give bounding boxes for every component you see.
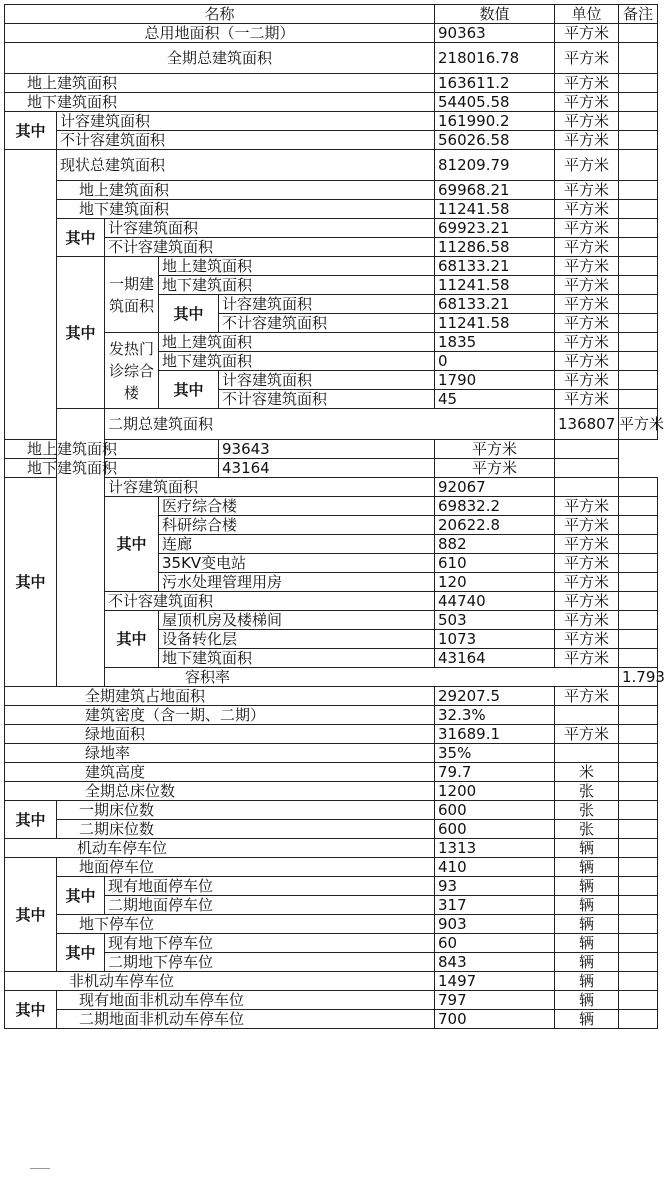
table-row: 二期床位数 600 张 — [5, 820, 658, 839]
header-note: 备注 — [619, 5, 658, 24]
table-row: 机动车停车位 1313 辆 — [5, 839, 658, 858]
table-header — [5, 5, 658, 24]
qizhong-label: 其中 — [5, 112, 57, 150]
table-row: 地上建筑面积 163611.2 平方米 — [5, 74, 658, 93]
table-row: 其中 计容建筑面积 1790 平方米 — [5, 371, 658, 390]
table-row: 污水处理管理用房 120 平方米 — [5, 573, 658, 592]
data-table — [4, 4, 665, 1029]
table-row: 建筑高度 79.7 米 — [5, 763, 658, 782]
table-row: 不计容建筑面积 56026.58 平方米 — [5, 131, 658, 150]
table-row: 其中 计容建筑面积 92067 — [5, 478, 658, 497]
table-row: 不计容建筑面积 11286.58 平方米 — [5, 238, 658, 257]
table-row: 总用地面积（一二期） 90363 平方米 — [5, 24, 658, 43]
table-row: 其中 现有地面停车位 93 辆 — [5, 877, 658, 896]
header-name: 名称 — [5, 5, 435, 24]
footnote-mark — [30, 1168, 50, 1171]
table-row: 地下建筑面积 54405.58 平方米 — [5, 93, 658, 112]
table-row: 其中 屋顶机房及楼梯间 503 平方米 — [5, 611, 658, 630]
table-row: 科研综合楼 20622.8 平方米 — [5, 516, 658, 535]
table-row: 其中 现有地面非机动车停车位 797 辆 — [5, 991, 658, 1010]
table-row: 地下停车位 903 辆 — [5, 915, 658, 934]
table-row: 不计容建筑面积 11241.58 平方米 — [5, 314, 658, 333]
table-row: 建筑密度（含一期、二期） 32.3% — [5, 706, 658, 725]
table-row: 全期总床位数 1200 张 — [5, 782, 658, 801]
table-row: 其中 一期床位数 600 张 — [5, 801, 658, 820]
table-row: 其中 一期建筑面积 地上建筑面积 68133.21 平方米 — [5, 257, 658, 276]
table-row: 连廊 882 平方米 — [5, 535, 658, 554]
table-row: 35KV变电站 610 平方米 — [5, 554, 658, 573]
table-row: 地下建筑面积 11241.58 平方米 — [5, 200, 658, 219]
table-row: 地上建筑面积 93643 平方米 — [5, 440, 658, 459]
table-row: 容积率 1.793 — [5, 668, 658, 687]
table-row: 地下建筑面积 43164 平方米 — [5, 459, 658, 478]
table-row: 现状总建筑面积 81209.79 平方米 — [5, 150, 658, 181]
table-row: 地上建筑面积 69968.21 平方米 — [5, 181, 658, 200]
table-row: 绿地面积 31689.1 平方米 — [5, 725, 658, 744]
table-row: 二期地下停车位 843 辆 — [5, 953, 658, 972]
header-value: 数值 — [435, 5, 555, 24]
table-row: 发热门诊综合楼 地上建筑面积 1835 平方米 — [5, 333, 658, 352]
table-row: 其中 计容建筑面积 69923.21 平方米 — [5, 219, 658, 238]
table-row: 其中 计容建筑面积 161990.2 平方米 — [5, 112, 658, 131]
table-row: 非机动车停车位 1497 辆 — [5, 972, 658, 991]
table-row: 不计容建筑面积 44740 平方米 — [5, 592, 658, 611]
table-row: 绿地率 35% — [5, 744, 658, 763]
table-row: 设备转化层 1073 平方米 — [5, 630, 658, 649]
table-row: 不计容建筑面积 45 平方米 — [5, 390, 658, 409]
table-row: 地下建筑面积 43164 平方米 — [5, 649, 658, 668]
table-row: 地下建筑面积 11241.58 平方米 — [5, 276, 658, 295]
table-row: 二期地面非机动车停车位 700 辆 — [5, 1010, 658, 1029]
table-row: 其中 现有地下停车位 60 辆 — [5, 934, 658, 953]
group-fever-clinic: 发热门诊综合楼 — [105, 333, 159, 409]
table-row: 全期总建筑面积 218016.78 平方米 — [5, 43, 658, 74]
table-row: 其中 医疗综合楼 69832.2 平方米 — [5, 497, 658, 516]
table-row: 二期总建筑面积 136807 平方米 — [5, 409, 658, 440]
group-phase1: 一期建筑面积 — [105, 257, 159, 333]
table-row: 其中 计容建筑面积 68133.21 平方米 — [5, 295, 658, 314]
table-row: 其中 地面停车位 410 辆 — [5, 858, 658, 877]
table-row: 地下建筑面积 0 平方米 — [5, 352, 658, 371]
header-unit: 单位 — [555, 5, 619, 24]
table-row: 全期建筑占地面积 29207.5 平方米 — [5, 687, 658, 706]
table-row: 二期地面停车位 317 辆 — [5, 896, 658, 915]
